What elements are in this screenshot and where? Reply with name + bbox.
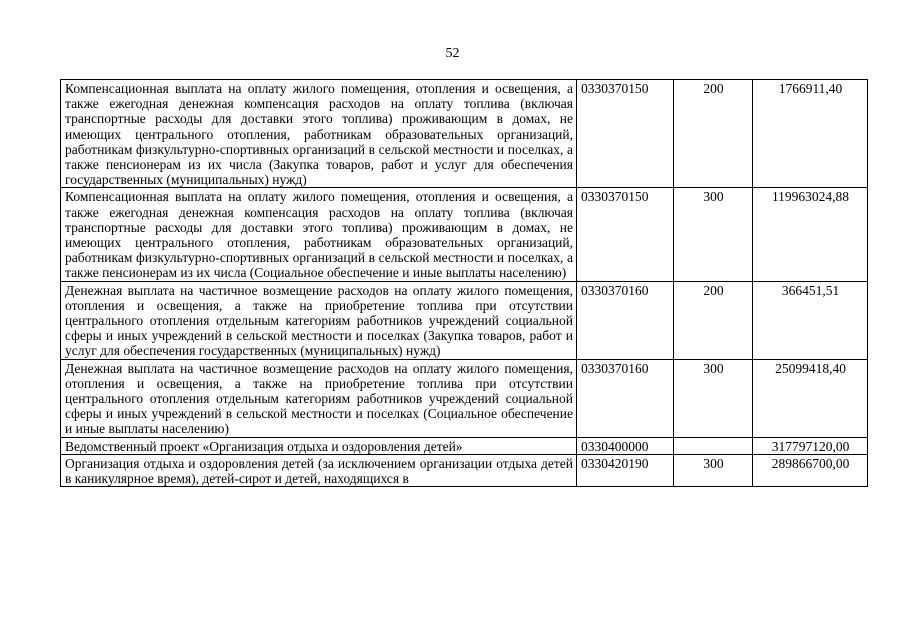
table-row [61, 80, 868, 188]
row-type [674, 437, 753, 454]
row-type: 300 [674, 359, 753, 437]
table-row [61, 437, 868, 454]
row-name: Компенсационная выплата на оплату жилого помещения, отопления и освещения, а также ежегодная денежная компенсация расходов на оплату топлива (включая транспортные расходы для доставки этого топлива) проживающим в домах, не имеющих центрального отопления, работникам образовательных организаций, работникам физкультурно-спортивных организаций в сельской местности и поселках, а также пенсионерам из их числа (Закупка товаров, работ и услуг для обеспечения государственных (муниципальных) нужд) [61, 80, 577, 188]
row-sum: 1766911,40 [753, 80, 868, 188]
row-name-cell [61, 454, 577, 486]
row-sum: 289866700,00 [753, 454, 868, 486]
row-code: 0330370160 [577, 359, 674, 437]
row-code: 0330400000 [577, 437, 674, 454]
row-code: 0330370150 [577, 80, 674, 188]
row-sum: 25099418,40 [753, 359, 868, 437]
page-number: 52 [445, 46, 460, 61]
table-row [61, 188, 868, 281]
row-code: 0330370160 [577, 281, 674, 359]
row-code: 0330370150 [577, 188, 674, 281]
table-row [61, 281, 868, 359]
row-name: Ведомственный проект «Организация отдыха и оздоровления детей» [61, 437, 577, 454]
row-type: 300 [674, 188, 753, 281]
row-name: Компенсационная выплата на оплату жилого помещения, отопления и освещения, а также ежегодная денежная компенсация расходов на оплату топлива (включая транспортные расходы для доставки этого топлива) проживающим в домах, не имеющих центрального отопления, работникам образовательных организаций, работникам физкультурно-спортивных организаций в сельской местности и поселках, а также пенсионерам из их числа (Социальное обеспечение и иные выплаты населению) [61, 188, 577, 281]
row-code: 0330420190 [577, 454, 674, 486]
row-name: Денежная выплата на частичное возмещение расходов на оплату жилого помещения, отопления и освещения, а также на приобретение топлива при отсутствии центрального отопления отдельным категориям работников учреждений социальной сферы и иных учреждений в сельской местности и поселках (Закупка товаров, работ и услуг для обеспечения государственных (муниципальных) нужд) [61, 281, 577, 359]
row-type: 200 [674, 281, 753, 359]
budget-table [60, 79, 868, 487]
row-type: 300 [674, 454, 753, 486]
row-sum: 119963024,88 [753, 188, 868, 281]
row-name: Организация отдыха и оздоровления детей (за исключением организации отдыха детей в каникулярное время), детей-сирот и детей, находящихся в [65, 455, 573, 486]
table-row [61, 359, 868, 437]
table-row [61, 454, 868, 486]
row-sum: 317797120,00 [753, 437, 868, 454]
row-name: Денежная выплата на частичное возмещение расходов на оплату жилого помещения, отопления и освещения, а также на приобретение топлива при отсутствии центрального отопления отдельным категориям работников учреждений социальной сферы и иных учреждений в сельской местности и поселках (Социальное обеспечение и иные выплаты населению) [61, 359, 577, 437]
row-sum: 366451,51 [753, 281, 868, 359]
row-type: 200 [674, 80, 753, 188]
